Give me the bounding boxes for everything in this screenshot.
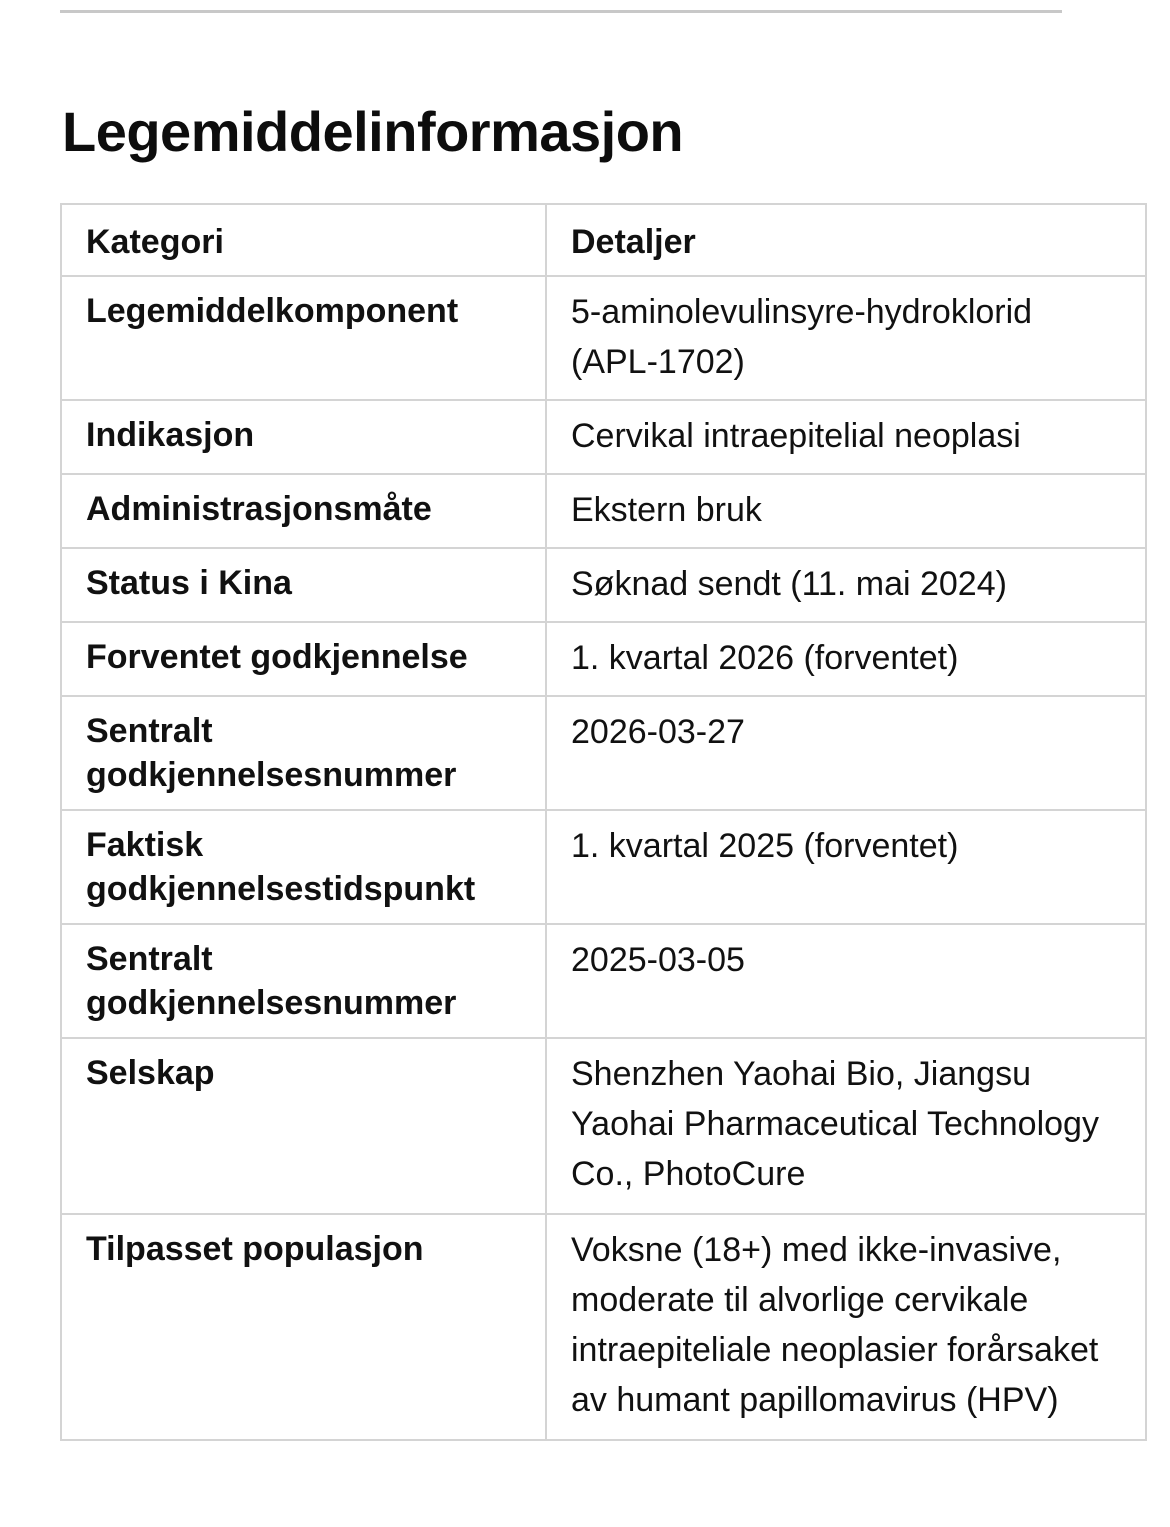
table-row (61, 1038, 1146, 1214)
table-header-row (61, 204, 1146, 276)
table-row (61, 810, 1146, 924)
row-category: Tilpasset populasjon (61, 1214, 546, 1440)
table-row (61, 474, 1146, 548)
row-category: Forventet godkjennelse (61, 622, 546, 696)
row-category: Sentralt godkjennelsesnummer (61, 696, 546, 810)
table-row (61, 1214, 1146, 1440)
row-details: Shenzhen Yaohai Bio, Jiangsu Yaohai Pharmaceutical Technology Co., PhotoCure (546, 1038, 1146, 1214)
row-details: Søknad sendt (11. mai 2024) (546, 548, 1146, 622)
row-details: 2026-03-27 (546, 696, 1146, 810)
column-header-category: Kategori (61, 204, 546, 276)
table-row (61, 622, 1146, 696)
row-category: Administrasjonsmåte (61, 474, 546, 548)
row-details: 2025-03-05 (546, 924, 1146, 1038)
row-category: Faktisk godkjennelsestidspunkt (61, 810, 546, 924)
row-details: Voksne (18+) med ikke-invasive, moderate til alvorlige cervikale intraepiteliale neoplasier forårsaket av humant papillomavirus (HPV) (546, 1214, 1146, 1440)
row-details: Cervikal intraepitelial neoplasi (546, 400, 1146, 474)
column-header-details: Detaljer (546, 204, 1146, 276)
drug-info-table (60, 203, 1147, 1441)
row-details: 5-aminolevulinsyre-hydroklorid (APL-1702) (546, 276, 1146, 400)
row-category: Selskap (61, 1038, 546, 1214)
row-category: Indikasjon (61, 400, 546, 474)
top-divider (60, 10, 1062, 13)
row-details: Ekstern bruk (546, 474, 1146, 548)
page-title: Legemiddelinformasjon (62, 100, 684, 163)
table-row (61, 924, 1146, 1038)
table-row (61, 276, 1146, 400)
row-category: Legemiddelkomponent (61, 276, 546, 400)
table-row (61, 548, 1146, 622)
row-category: Sentralt godkjennelsesnummer (61, 924, 546, 1038)
table-row (61, 696, 1146, 810)
table-row (61, 400, 1146, 474)
row-category: Status i Kina (61, 548, 546, 622)
row-details: 1. kvartal 2026 (forventet) (546, 622, 1146, 696)
row-details: 1. kvartal 2025 (forventet) (546, 810, 1146, 924)
